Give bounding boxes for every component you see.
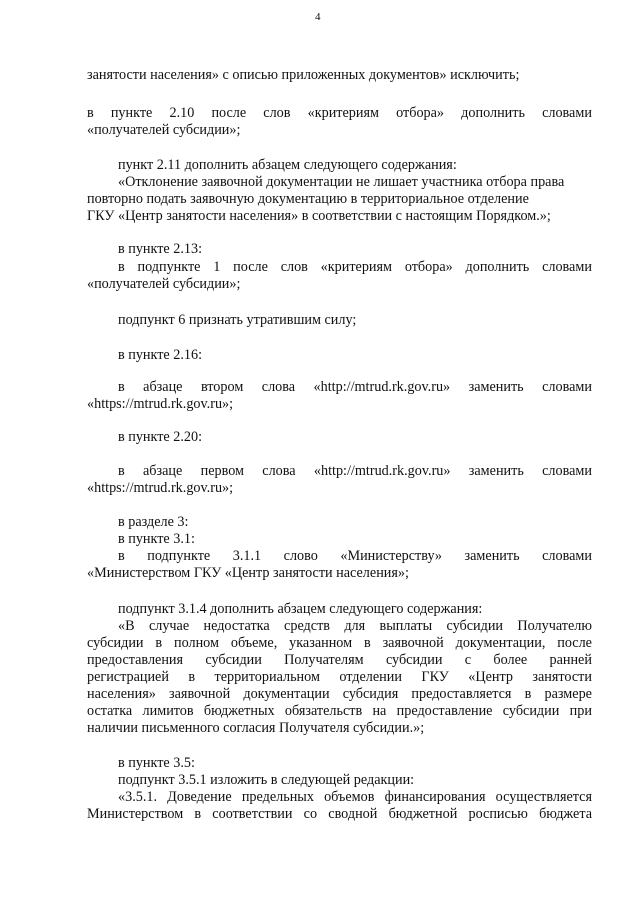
word: населения» (87, 686, 156, 702)
word: в (118, 379, 125, 395)
paragraph-line: подпункт 3.5.1 изложить в следующей редакции: (118, 772, 415, 788)
word: более (493, 652, 528, 668)
paragraph-line: в пункте 3.1: (118, 531, 195, 547)
paragraph-line: занятости населения» с описью приложенных документов» исключить; (87, 67, 520, 83)
word: словами (542, 463, 592, 479)
justified-line (118, 259, 592, 275)
word: бюджета (539, 806, 592, 822)
word: слова (262, 463, 296, 479)
word: после (211, 105, 247, 121)
word: субсидия (342, 686, 399, 702)
word: заявочной (169, 686, 231, 702)
word: ранней (549, 652, 592, 668)
word: первом (200, 463, 244, 479)
paragraph-line: в пункте 2.20: (118, 429, 203, 445)
word: дополнить (461, 105, 525, 121)
paragraph-line: повторно подать заявочную документацию в территориальное отделение (87, 191, 529, 207)
word: «В (118, 618, 135, 634)
word: сводной (328, 806, 378, 822)
word: предоставляется (411, 686, 512, 702)
word: в (155, 635, 163, 651)
justified-line (118, 548, 592, 564)
word: «критериям (320, 259, 393, 275)
paragraph-line: подпункт 6 признать утратившим силу; (118, 312, 357, 328)
word: заменить (468, 379, 524, 395)
word: Доведение (167, 789, 232, 805)
word: подпункте (137, 259, 201, 275)
word: средств (284, 618, 330, 634)
paragraph-line: «Министерством ГКУ «Центр занятости населения»; (87, 565, 409, 581)
word: субсидии (205, 652, 262, 668)
word: в (118, 259, 125, 275)
paragraph-line: «https://mtrud.rk.gov.ru»; (87, 396, 234, 412)
word: дополнить (465, 259, 530, 275)
word: заменить (464, 548, 520, 564)
word: занятости (532, 669, 592, 685)
word: заявочной (382, 635, 444, 651)
page-number: 4 (315, 11, 321, 23)
word: заменить (468, 463, 524, 479)
paragraph-line: «получателей субсидии»; (87, 276, 241, 292)
word: территориальном (214, 669, 320, 685)
word: предоставление (396, 703, 493, 719)
word: размере (544, 686, 592, 702)
word: выплаты (379, 618, 433, 634)
justified-line (87, 686, 592, 702)
word: отбора» (404, 259, 453, 275)
word: недостатка (203, 618, 270, 634)
word: в (87, 105, 94, 121)
justified-line (87, 652, 592, 668)
paragraph-line: в разделе 3: (118, 514, 189, 530)
word: словами (542, 105, 592, 121)
word: для (344, 618, 366, 634)
word: объемов (324, 789, 375, 805)
word: абзаце (143, 379, 183, 395)
paragraph-line: в пункте 3.5: (118, 755, 195, 771)
word: на (372, 703, 387, 719)
word: ГКУ (421, 669, 449, 685)
word: Получателям (284, 652, 364, 668)
word: субсидии (502, 703, 560, 719)
word: обязательств (284, 703, 363, 719)
word: пункте (110, 105, 153, 121)
justified-line (87, 703, 592, 719)
paragraph-line: «Отклонение заявочной документации не лишает участника отбора права (118, 174, 565, 190)
word: словами (542, 548, 592, 564)
paragraph-line: подпункт 3.1.4 дополнить абзацем следующего содержания: (118, 601, 483, 617)
word: в (118, 548, 125, 564)
word: слов (263, 105, 291, 121)
word: в (188, 669, 196, 685)
word: «Центр (468, 669, 513, 685)
paragraph-line: «https://mtrud.rk.gov.ru»; (87, 480, 234, 496)
word: словами (542, 259, 592, 275)
word: в (118, 463, 125, 479)
word: «критериям (307, 105, 379, 121)
word: в (194, 806, 202, 822)
word: словами (542, 379, 592, 395)
word: «http://mtrud.rk.gov.ru» (313, 463, 451, 479)
word: с (464, 652, 472, 668)
word: предоставления (87, 652, 184, 668)
justified-line (87, 669, 592, 685)
word: после (233, 259, 268, 275)
word: бюджетных (203, 703, 275, 719)
justified-line (87, 635, 592, 651)
word: объеме, (230, 635, 278, 651)
paragraph-line: «получателей субсидии»; (87, 122, 241, 138)
word: абзаце (143, 463, 183, 479)
justified-line (87, 105, 592, 121)
paragraph-line: в пункте 2.16: (118, 347, 203, 363)
word: в (363, 635, 371, 651)
word: со (303, 806, 318, 822)
word: Министерством (87, 806, 184, 822)
word: регистрацией (87, 669, 169, 685)
word: слово (283, 548, 318, 564)
paragraph-line: ГКУ «Центр занятости населения» в соответствии с настоящим Порядком.»; (87, 208, 551, 224)
word: финансирования (384, 789, 486, 805)
word: росписью (468, 806, 528, 822)
word: субсидии (446, 618, 504, 634)
word: соответствии (212, 806, 293, 822)
paragraph-line: наличии письменного согласия Получателя субсидии.»; (87, 720, 425, 736)
word: отбора» (396, 105, 445, 121)
word: осуществляется (495, 789, 592, 805)
word: «3.5.1. (118, 789, 158, 805)
paragraph-line: в пункте 2.13: (118, 241, 203, 257)
paragraph-line: пункт 2.11 дополнить абзацем следующего содержания: (118, 157, 457, 173)
word: 1 (213, 259, 221, 275)
word: субсидии (87, 635, 144, 651)
justified-line (87, 806, 592, 822)
justified-line (118, 379, 592, 395)
word: Получателю (517, 618, 592, 634)
word: остатка (87, 703, 133, 719)
word: слов (280, 259, 308, 275)
justified-line (118, 463, 592, 479)
word: в (524, 686, 532, 702)
word: после (557, 635, 592, 651)
word: предельных (241, 789, 314, 805)
word: втором (200, 379, 244, 395)
word: лимитов (142, 703, 194, 719)
word: «Министерству» (340, 548, 442, 564)
word: слова (261, 379, 296, 395)
word: полном (173, 635, 219, 651)
word: подпункте (147, 548, 211, 564)
justified-line (118, 618, 592, 634)
word: при (569, 703, 592, 719)
word: бюджетной (388, 806, 458, 822)
word: «http://mtrud.rk.gov.ru» (313, 379, 451, 395)
word: 2.10 (169, 105, 195, 121)
word: документации, (455, 635, 546, 651)
word: указанном (289, 635, 353, 651)
word: 3.1.1 (232, 548, 262, 564)
word: документации (243, 686, 330, 702)
justified-line (118, 789, 592, 805)
word: отделении (339, 669, 402, 685)
word: случае (148, 618, 190, 634)
word: субсидии (385, 652, 443, 668)
